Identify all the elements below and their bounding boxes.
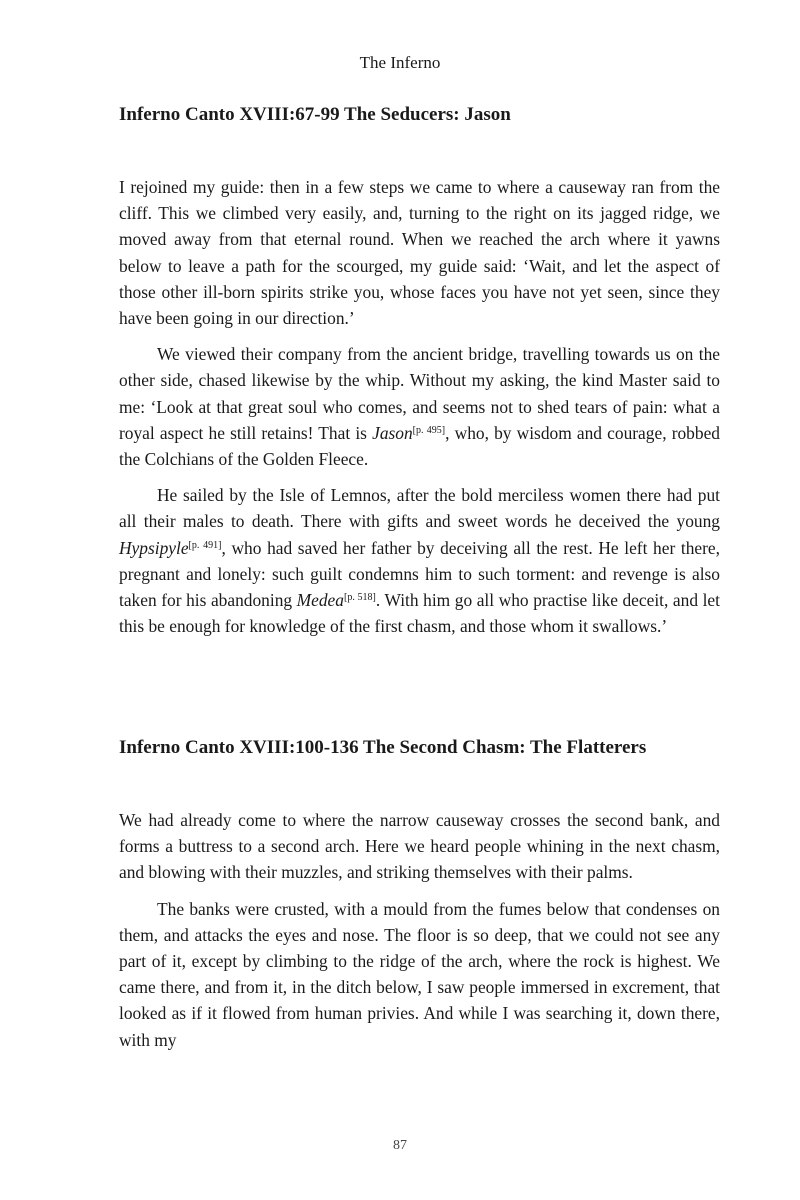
name-jason: Jason [372,422,413,443]
paragraph: We had already come to where the narrow causeway crosses the second bank, and forms a buttress to a second arch. Here we heard people whining in the next chasm, and blowing with their muzzles, and striking themselves with their palms. [119,810,720,883]
section-flatterers [119,735,720,1053]
text-run: . With him go all who practise like deceit, and let this be enough for knowledge of the first chasm, and those whom it swallows.’ [119,590,720,637]
paragraph: The banks were crusted, with a mould from the fumes below that condenses on them, and attacks the eyes and nose. The floor is so deep, that we could not see any part of it, except by climbing to the ridge of the arch, where the rock is highest. We came there, and from it, in the ditch below, I saw people immersed in excrement, that looked as if it flowed from human privies. And while I was searching it, down there, with my [119,898,720,1050]
paragraph [119,341,720,472]
text-run: He sailed by the Isle of Lemnos, after the bold merciless women there had put all their males to death. There with gifts and sweet words he deceived the young [119,485,720,532]
page-ref-link[interactable]: [p. 495] [412,424,446,436]
running-head: The Inferno [359,53,441,72]
section-heading: Inferno Canto XVIII:100-136 The Second Chasm: The Flatterers [119,737,647,758]
paragraph [119,482,720,639]
name-medea: Medea [296,590,344,611]
section-jason [119,102,720,639]
page-ref-link[interactable]: [p. 491] [188,539,222,551]
text-run: , who, by wisdom and courage, robbed the Colchians of the Golden Fleece. [119,422,720,470]
page-ref-link[interactable]: [p. 518] [343,592,376,604]
text-run: We viewed their company from the ancient bridge, travelling towards us on the other side, chased likewise by the whip. Without my asking, the kind Master said to me: ‘Look at that great soul who comes, and seems not to shed tears of pain: what a royal aspect he still retains! That is [119,344,720,443]
name-hypsipyle: Hypsipyle [119,537,189,558]
paragraph: I rejoined my guide: then in a few steps we came to where a causeway ran from the cliff. This we climbed very easily, and, turning to the right on its jagged ridge, we moved away from that eternal round. When we reached the arch where it yawns below to leave a path for the scourged, my guide said: ‘Wait, and let the aspect of those other ill-born spirits strike you, whose faces you have not yet seen, since they have been going in our direction.’ [119,177,720,329]
page-number: 87 [393,1138,407,1153]
section-heading: Inferno Canto XVIII:67-99 The Seducers: Jason [119,104,511,125]
text-run: , who had saved her father by deceiving all the rest. He left her there, pregnant and lonely: such guilt condemns him to such torment: and revenge is also taken for his abandoning [119,537,720,611]
